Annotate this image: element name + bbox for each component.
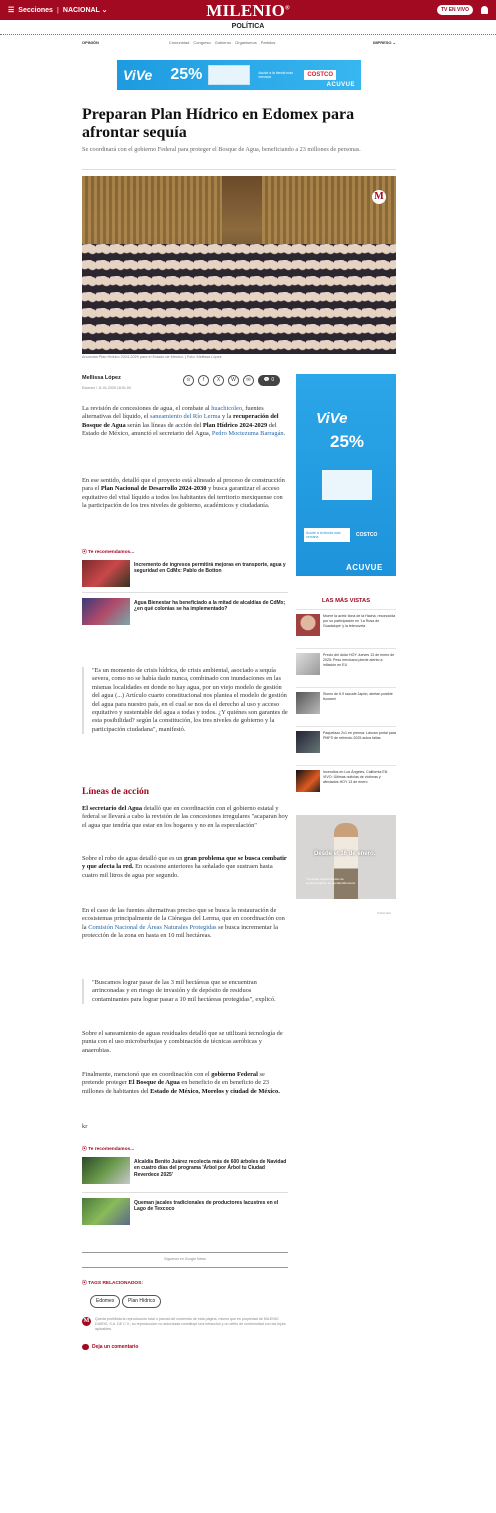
edition-selector[interactable]: NACIONAL ⌄ — [62, 7, 108, 14]
blockquote: "Buscamos lograr pasar de las 3 mil hectáreas que se encuentran arrinconadas y en riesgo de invasión y de depósito de residuos contaminantes para lograr pasar a 10 mil hectáreas protegidas", explicó. — [82, 979, 288, 1004]
subnav-link[interactable]: Comunidad — [168, 40, 190, 45]
ad-headline: ViVe — [316, 410, 348, 427]
comment-icon — [82, 1344, 89, 1350]
publish-date: Edomex / 11.01.2025 18:51:00 — [82, 386, 131, 390]
link-pedro-moctezuma[interactable]: Pedro Moctezuma Barragán — [211, 430, 284, 438]
ad2-small-print: *Consulta requerimientos de implementación en tiendas Ebenezer — [306, 877, 356, 885]
x-icon[interactable]: X — [213, 375, 224, 386]
most-viewed-title[interactable]: Precio del dólar HOY Jueves 13 de enero de 2025: Peso mexicano pierde atento a inflación en EU — [323, 653, 395, 667]
divider — [82, 1192, 288, 1193]
most-viewed-title[interactable]: Muere la actriz Ilona de la Hacha, reconocida por su participación en 'La Rosa de Guadalupe' y la telenovela — [323, 614, 396, 628]
most-viewed-title[interactable]: Incendios en Los Ángeles, California EN VIVO: Últimas noticias de víctimas y afectados HOY 13 de enero — [323, 770, 388, 784]
most-viewed-item[interactable] — [296, 692, 396, 714]
ad2-headline: Desde el 16 de enero. — [314, 851, 376, 857]
most-viewed-item[interactable] — [296, 653, 396, 675]
subnav-link[interactable]: Congreso — [193, 40, 211, 45]
divider — [82, 592, 288, 593]
most-viewed-item[interactable] — [296, 770, 396, 792]
most-viewed-item[interactable] — [296, 731, 396, 753]
thumbnail-image — [296, 653, 320, 675]
tv-live-button[interactable]: TV EN VIVO — [437, 5, 473, 15]
divider: | — [56, 6, 59, 14]
paragraph: Sobre el saneamiento de aguas residuales detalló que se utilizará tecnología de punta con el uso microburbujas y combinación de técnicas aeróbicas y anaerobias. — [82, 1030, 283, 1054]
divider — [82, 169, 396, 170]
paragraph: Sobre el robo de agua detalló que es un gran problema que se busca combatir y que afecta la red. En ocasione anteriores ha señalado que sustraen hasta cuatro mil litros de agua por segundo. — [82, 855, 287, 879]
most-viewed-heading: LAS MÁS VISTAS — [321, 598, 371, 604]
recommended-title[interactable]: Alcaldía Benito Juárez recolecta más de 600 árboles de Navidad en cuatro días del programa 'Árbol por Árbol tu Ciudad Reverdece 2025' — [134, 1159, 287, 1178]
divider — [0, 34, 496, 35]
section-title[interactable]: POLÍTICA — [231, 23, 265, 30]
link-conanp[interactable]: Comisión Nacional de Áreas Naturales Protegidas — [88, 923, 217, 931]
divider — [82, 1267, 288, 1268]
leave-comment-button[interactable]: Deja un comentario — [82, 1344, 138, 1350]
recommended-item[interactable] — [82, 1198, 288, 1225]
author-name[interactable]: Mellissa López — [82, 375, 121, 381]
email-icon[interactable]: ✉ — [243, 375, 254, 386]
bell-icon[interactable] — [481, 6, 488, 14]
crowd-photo — [82, 244, 396, 354]
thumbnail-image — [296, 692, 320, 714]
image-caption: Anuncian Plan Hídrico 2024-2029 para el Estado de México. | Foto: Mellissa López — [82, 355, 222, 359]
thumbnail-image — [82, 1157, 130, 1184]
banner-ad[interactable] — [117, 60, 361, 90]
subnav-link[interactable]: Partidos — [260, 40, 276, 45]
ad-percent: 25% — [170, 66, 203, 83]
divider — [296, 609, 396, 610]
ad-store-logo: COSTCO — [356, 532, 378, 538]
sidebar-ad[interactable] — [296, 374, 396, 576]
ad-percent: 25% — [330, 432, 365, 451]
tags-heading: ⦿ TAGS RELACIONADOS: — [82, 1281, 143, 1286]
sidebar-ad-2[interactable] — [296, 815, 396, 899]
paragraph: El secretario del Agua detalló que en coordinación con el gobierno estatal y federal se llevará a cabo la revisión de las concesiones irregulares "acaparan hoy el agua que tendría que estar en los hogares y no en la especulación" — [82, 805, 288, 829]
milenio-logo-icon: M — [372, 190, 386, 204]
thumbnail-image — [296, 614, 320, 636]
subnav-impreso[interactable]: IMPRESO ⌄ — [373, 40, 396, 45]
subnav-link[interactable]: Organismos — [235, 40, 257, 45]
thumbnail-image — [296, 731, 320, 753]
top-bar — [0, 0, 496, 20]
subnav-link[interactable]: Gobierno — [214, 40, 232, 45]
ad-brand: ACUVUE — [346, 563, 383, 572]
recommended-title[interactable]: Agua Bienestar ha beneficiado a la mitad de alcaldías de CdMx; ¿en qué colonias se ha implementado? — [134, 600, 286, 613]
recommended-title[interactable]: Queman jacales tradicionales de productores lacustres en el Lago de Texcoco — [134, 1200, 279, 1213]
most-viewed-title[interactable]: Paquetazo 2x1 en prensa: Lánzan portal para PMFS de refrendo 2025 autos fallas — [323, 731, 396, 740]
thumbnail-image — [82, 598, 130, 625]
signoff: kr — [82, 1123, 88, 1130]
paragraph: En ese sentido, detalló que el proyecto está alineado al proceso de construcción para el Plan Nacional de Desarrollo 2024-2030 y busca garantizar el acceso equitativo del vital líquido a todos los habitantes del territorio mexiquense con la participación de los tres niveles de gobierno, académicos y ciudadanía. — [82, 477, 285, 510]
product-box-image — [322, 470, 372, 500]
recommended-item[interactable] — [82, 598, 288, 625]
divider — [296, 765, 396, 766]
whatsapp-icon[interactable]: W — [228, 375, 239, 386]
byline — [82, 375, 131, 390]
hamburger-icon[interactable]: ☰ — [8, 7, 15, 14]
paragraph: Finalmente, mencionó que en coordinación con el gobierno Federal se pretende proteger El Bosque de Agua en beneficio de en beneficio de 23 millones de habitantes del Estado de México, Morelos y ciudad de México. — [82, 1071, 280, 1095]
subnav — [82, 40, 396, 45]
divider — [296, 687, 396, 688]
subnav-opinion[interactable]: OPINIÓN — [82, 40, 99, 45]
logo-link[interactable]: MILENIO® — [206, 1, 290, 20]
ad-headline: ViVe — [123, 67, 153, 83]
sections-label[interactable]: Secciones — [18, 6, 53, 14]
divider — [296, 648, 396, 649]
thumbnail-image — [296, 770, 320, 792]
ad-label: Publicidad — [377, 911, 391, 915]
legal-notice: M Queda prohibida la reproducción total o parcial del contenido de esta página, mismo que es propiedad de MILENIO DIARIO, S.A. DE C.V.; su reproducción no autorizada constituye una infracción y un delito de conformidad con las leyes aplicables. — [83, 1317, 286, 1331]
sections-menu[interactable] — [8, 6, 108, 14]
facebook-icon[interactable]: f — [198, 375, 209, 386]
divider — [296, 726, 396, 727]
ad-brand: ACUVUE — [326, 82, 355, 88]
most-viewed-item[interactable] — [296, 614, 396, 636]
section-heading: Líneas de acción — [82, 787, 150, 797]
thumbnail-image — [82, 560, 130, 587]
recommended-item[interactable] — [82, 1157, 288, 1184]
thumbnail-image — [82, 1198, 130, 1225]
comments-button[interactable]: 💬 0 — [258, 375, 280, 386]
share-bar — [183, 375, 280, 386]
link-icon[interactable]: ⊙ — [183, 375, 194, 386]
divider — [82, 1252, 288, 1253]
recommended-title[interactable]: Incremento de ingresos permitirá mejoras en transporte, agua y seguridad en CdMx: Pablo de Botton — [134, 562, 286, 575]
ad-cta: Acude a la tienda más cercana — [304, 528, 350, 542]
recommended-heading: ⦿ Te recomendamos... — [82, 1147, 135, 1152]
model-figure — [334, 823, 358, 899]
link-huachicoleo[interactable]: huachicoleo — [211, 405, 243, 412]
ad-store-logo: COSTCO — [304, 70, 336, 80]
ad-cta: Acude a la tienda más cercana — [258, 70, 293, 79]
milenio-m-icon: M — [83, 1318, 90, 1324]
tag-edomex[interactable]: Edomex — [90, 1295, 120, 1308]
tag-plan-hidrico[interactable]: Plan Hídrico — [122, 1295, 161, 1308]
google-news-follow[interactable]: Síguenos en Google News — [164, 1257, 206, 1261]
recommended-heading: ⦿ Te recomendamos... — [82, 550, 135, 555]
blockquote: "Es un momento de crisis hídrica, de crisis ambiental, asociado a sequía severa, como no se había dado nunca, combinado con inundaciones en las mismas localidades en donde no hay agua, por un viejo modelo de gestión del agua (...) Artículo cuarto constitucional nos plantea el modelo de gestión del agua para nuestro país, en el cual se nos da el derecho al uso y acceso equitativo y sustentable del agua a todas y todos. ¿Y quiénes son garantes de esta posibilidad? según la constitución, los tres niveles de gobierno y la participación ciudadana", manifestó. — [82, 667, 288, 734]
article-dek: Se coordinará con el gobierno Federal para proteger el Bosque de Agua, beneficiando a 23 millones de personas. — [82, 146, 361, 153]
link-rio-lerma[interactable]: saneamiento del Río Lerma — [149, 413, 221, 421]
hero-image[interactable] — [82, 176, 396, 354]
recommended-item[interactable] — [82, 560, 288, 587]
paragraph: La revisión de concesiones de agua, el combate al huachicoleo, fuentes alternativas del líquido, el saneamiento del Río Lerma y la recuperación del Bosque de Agua serán las líneas de acción del Plan Hídrico 2024-2029 del Estado de México, anunció el secretario del Agua, Pedro Moctezuma Barragán. — [82, 405, 286, 438]
most-viewed-title[interactable]: Sismo de 6.9 sacude Japón; alertan posible tsunami — [323, 692, 393, 701]
product-box-image — [208, 65, 250, 85]
article-title: Preparan Plan Hídrico en Edomex para afrontar sequía — [82, 106, 355, 141]
paragraph: En el caso de las fuentes alternativas preciso que se busca la restauración de ecosistemas principalmente de la Ciénegas del Lerma, que en coordinación con la Comisión Nacional de Áreas Naturales Protegidas se busca incrementar la protección de la zona en hasta en 10 mil hectáreas. — [82, 907, 285, 940]
